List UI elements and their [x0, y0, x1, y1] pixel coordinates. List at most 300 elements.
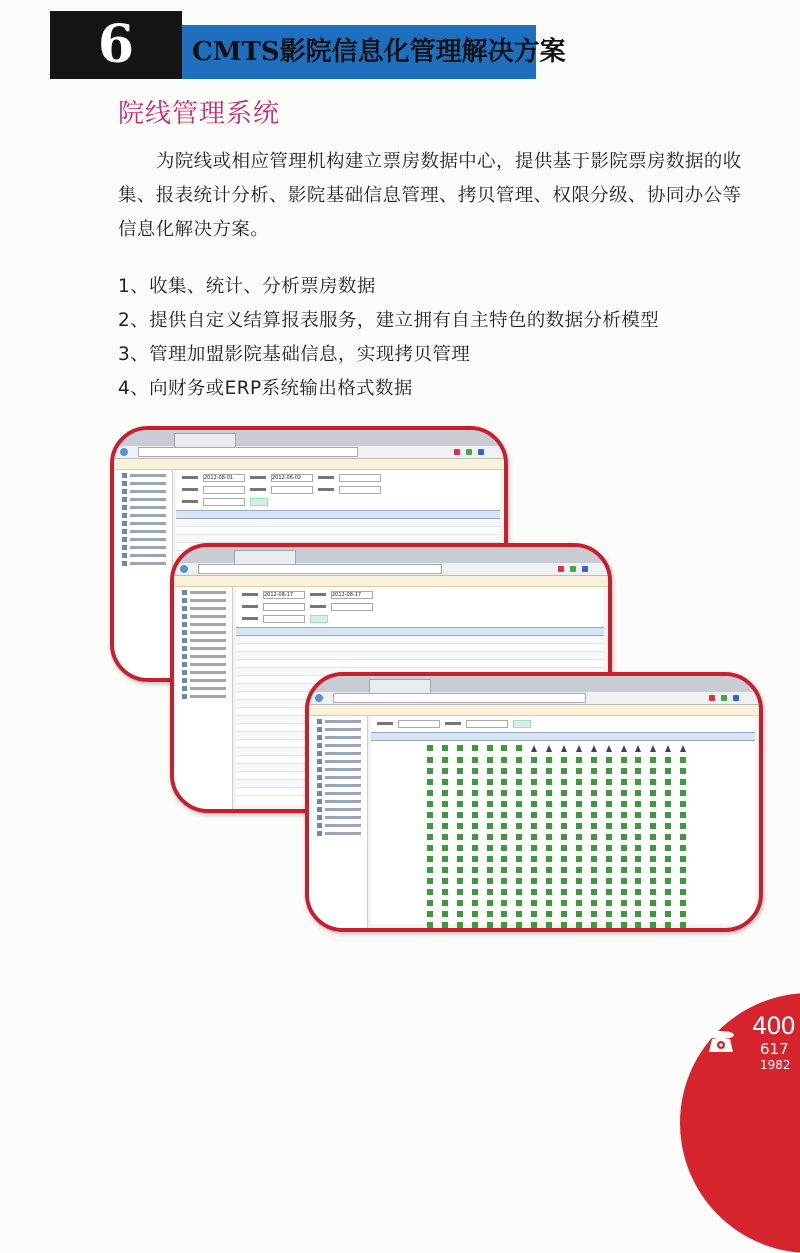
grid-cell	[427, 812, 433, 818]
grid-cell	[442, 911, 448, 917]
user-bar	[309, 705, 759, 716]
grid-cell	[561, 779, 567, 785]
grid-cell	[501, 745, 507, 751]
grid-cell	[680, 856, 686, 862]
grid-cell	[457, 900, 463, 906]
toolbar-icon	[478, 449, 484, 455]
grid-cell	[472, 911, 478, 917]
grid-cell	[665, 812, 671, 818]
grid-cell	[516, 823, 522, 829]
browser-tab-bar	[309, 676, 759, 692]
grid-cell	[680, 878, 686, 884]
grid-cell	[576, 812, 582, 818]
grid-cell	[442, 834, 448, 840]
grid-cell	[635, 757, 641, 763]
feature-list	[118, 270, 659, 406]
toolbar-icon	[454, 449, 460, 455]
intro-paragraph: 为院线或相应管理机构建立票房数据中心，提供基于影院票房数据的收集、报表统计分析、影院基础信息管理、拷贝管理、权限分级、协同办公等信息化解决方案。	[118, 151, 742, 240]
grid-cell	[546, 801, 552, 807]
grid-cell	[501, 867, 507, 873]
grid-cell	[665, 889, 671, 895]
grid-cell	[442, 757, 448, 763]
grid-cell	[427, 856, 433, 862]
grid-cell	[516, 900, 522, 906]
grid-cell	[501, 878, 507, 884]
grid-cell	[427, 922, 433, 928]
grid-cell	[546, 900, 552, 906]
grid-cell	[457, 867, 463, 873]
grid-cell	[635, 823, 641, 829]
grid-cell	[606, 745, 612, 752]
grid-cell	[442, 922, 448, 928]
grid-cell	[501, 823, 507, 829]
grid-cell	[427, 878, 433, 884]
browser-tab-bar	[114, 430, 504, 446]
grid-cell	[650, 801, 656, 807]
grid-cell	[621, 900, 627, 906]
grid-cell	[531, 779, 537, 785]
grid-cell	[680, 757, 686, 763]
grid-cell	[680, 823, 686, 829]
grid-cell	[650, 845, 656, 851]
grid-cell	[472, 856, 478, 862]
grid-cell	[680, 779, 686, 785]
grid-cell	[576, 845, 582, 851]
feature-item: 2、提供自定义结算报表服务，建立拥有自主特色的数据分析模型	[118, 310, 660, 331]
grid-cell	[635, 889, 641, 895]
grid-cell	[516, 922, 522, 928]
query-button	[310, 615, 328, 623]
grid-cell	[457, 757, 463, 763]
grid-cell	[621, 834, 627, 840]
grid-cell	[546, 790, 552, 796]
grid-cell	[427, 801, 433, 807]
grid-cell	[472, 757, 478, 763]
grid-cell	[606, 900, 612, 906]
grid-cell	[606, 834, 612, 840]
grid-cell	[576, 889, 582, 895]
grid-cell	[635, 790, 641, 796]
grid-cell	[531, 900, 537, 906]
grid-cell	[427, 768, 433, 774]
grid-cell	[576, 790, 582, 796]
hotline-line-3: 1982	[760, 1058, 791, 1072]
date-end-field: 2012-06-02	[271, 474, 313, 482]
grid-cell	[531, 878, 537, 884]
grid-cell	[665, 845, 671, 851]
grid-cell	[531, 856, 537, 862]
grid-cell	[546, 812, 552, 818]
grid-cell	[501, 790, 507, 796]
grid-cell	[427, 911, 433, 917]
chapter-number: 6	[97, 14, 135, 75]
grid-cell	[487, 812, 493, 818]
grid-cell	[576, 745, 582, 752]
grid-cell	[546, 823, 552, 829]
grid-cell	[516, 911, 522, 917]
user-bar	[114, 459, 504, 470]
grid-cell	[576, 801, 582, 807]
grid-cell	[427, 757, 433, 763]
grid-cell	[650, 911, 656, 917]
grid-cell	[606, 757, 612, 763]
grid-cell	[606, 922, 612, 928]
grid-cell	[650, 889, 656, 895]
grid-cell	[501, 845, 507, 851]
grid-cell	[680, 845, 686, 851]
grid-cell	[680, 911, 686, 917]
feature-item: 1、收集、统计、分析票房数据	[118, 276, 376, 297]
grid-cell	[561, 878, 567, 884]
grid-cell	[680, 790, 686, 796]
grid-cell	[635, 900, 641, 906]
grid-cell	[680, 922, 686, 928]
grid-cell	[472, 745, 478, 751]
grid-cell	[472, 768, 478, 774]
grid-cell	[561, 900, 567, 906]
grid-cell	[546, 889, 552, 895]
grid-cell	[457, 878, 463, 884]
grid-cell	[635, 911, 641, 917]
grid-cell	[457, 812, 463, 818]
grid-cell	[442, 845, 448, 851]
grid-cell	[531, 867, 537, 873]
date-end-field: 2012-08-17	[331, 591, 373, 599]
grid-cell	[576, 834, 582, 840]
grid-cell	[665, 834, 671, 840]
grid-cell	[561, 889, 567, 895]
grid-cell	[442, 801, 448, 807]
grid-cell	[561, 834, 567, 840]
grid-cell	[457, 801, 463, 807]
grid-cell	[665, 900, 671, 906]
screening-grid	[427, 745, 695, 932]
grid-cell	[680, 889, 686, 895]
grid-cell	[665, 779, 671, 785]
grid-cell	[621, 779, 627, 785]
grid-cell	[606, 768, 612, 774]
grid-cell	[487, 845, 493, 851]
grid-cell	[606, 801, 612, 807]
grid-cell	[635, 768, 641, 774]
grid-cell	[516, 779, 522, 785]
grid-cell	[457, 779, 463, 785]
grid-cell	[457, 922, 463, 928]
back-icon	[315, 694, 323, 702]
grid-cell	[546, 856, 552, 862]
url-field	[333, 693, 586, 703]
grid-cell	[427, 889, 433, 895]
toolbar-icon	[733, 695, 739, 701]
grid-cell	[635, 834, 641, 840]
grid-cell	[591, 834, 597, 840]
grid-cell	[442, 768, 448, 774]
grid-cell	[621, 845, 627, 851]
grid-cell	[621, 745, 627, 752]
grid-cell	[635, 867, 641, 873]
grid-cell	[516, 889, 522, 895]
grid-cell	[516, 757, 522, 763]
grid-cell	[591, 812, 597, 818]
grid-cell	[606, 845, 612, 851]
query-button	[250, 498, 268, 506]
grid-cell	[621, 757, 627, 763]
grid-cell	[561, 745, 567, 752]
grid-cell	[650, 878, 656, 884]
toolbar-icon	[466, 449, 472, 455]
grid-cell	[516, 801, 522, 807]
grid-cell	[621, 922, 627, 928]
grid-cell	[487, 911, 493, 917]
grid-cell	[576, 779, 582, 785]
grid-cell	[531, 745, 537, 752]
grid-cell	[576, 922, 582, 928]
grid-cell	[501, 779, 507, 785]
grid-cell	[531, 757, 537, 763]
browser-url-bar	[174, 563, 608, 576]
grid-cell	[442, 900, 448, 906]
grid-cell	[650, 922, 656, 928]
grid-cell	[501, 889, 507, 895]
grid-cell	[606, 812, 612, 818]
user-bar	[174, 576, 608, 587]
grid-cell	[546, 878, 552, 884]
grid-cell	[591, 779, 597, 785]
sidebar-menu	[309, 716, 368, 928]
browser-tab-bar	[174, 547, 608, 563]
sidebar-menu	[114, 470, 173, 678]
grid-cell	[427, 900, 433, 906]
grid-cell	[516, 878, 522, 884]
grid-cell	[561, 801, 567, 807]
grid-cell	[591, 745, 597, 752]
grid-cell	[576, 878, 582, 884]
grid-cell	[516, 856, 522, 862]
grid-cell	[621, 801, 627, 807]
grid-cell	[531, 801, 537, 807]
grid-cell	[501, 911, 507, 917]
grid-cell	[472, 790, 478, 796]
toolbar-icon	[582, 566, 588, 572]
grid-cell	[531, 834, 537, 840]
grid-cell	[650, 823, 656, 829]
grid-cell	[650, 779, 656, 785]
url-field	[198, 564, 442, 574]
browser-url-bar	[309, 692, 759, 705]
grid-cell	[442, 779, 448, 785]
grid-cell	[546, 757, 552, 763]
grid-cell	[576, 757, 582, 763]
grid-cell	[516, 812, 522, 818]
grid-cell	[546, 867, 552, 873]
grid-cell	[680, 834, 686, 840]
grid-cell	[427, 823, 433, 829]
grid-cell	[606, 856, 612, 862]
grid-cell	[665, 768, 671, 774]
grid-cell	[621, 878, 627, 884]
grid-cell	[442, 867, 448, 873]
browser-url-bar	[114, 446, 504, 459]
grid-cell	[472, 867, 478, 873]
grid-panel	[371, 716, 755, 924]
grid-cell	[487, 745, 493, 751]
grid-cell	[650, 834, 656, 840]
grid-cell	[442, 745, 448, 751]
grid-cell	[635, 745, 641, 752]
grid-cell	[546, 911, 552, 917]
section-title: 院线管理系统	[118, 99, 281, 129]
grid-cell	[457, 768, 463, 774]
grid-cell	[621, 768, 627, 774]
grid-cell	[680, 867, 686, 873]
grid-cell	[621, 867, 627, 873]
grid-cell	[650, 812, 656, 818]
hotline-line-2: 617	[760, 1040, 789, 1058]
grid-cell	[516, 845, 522, 851]
grid-cell	[501, 812, 507, 818]
grid-cell	[561, 823, 567, 829]
query-button	[513, 720, 531, 728]
grid-cell	[650, 745, 656, 752]
screenshot-screening-grid	[305, 672, 763, 932]
grid-cell	[665, 867, 671, 873]
grid-cell	[546, 834, 552, 840]
grid-cell	[665, 856, 671, 862]
toolbar-icon	[558, 566, 564, 572]
grid-cell	[665, 801, 671, 807]
grid-cell	[516, 834, 522, 840]
feature-item: 4、向财务或ERP系统输出格式数据	[118, 378, 413, 399]
grid-cell	[561, 757, 567, 763]
grid-cell	[665, 790, 671, 796]
grid-cell	[621, 911, 627, 917]
grid-cell	[501, 834, 507, 840]
grid-cell	[635, 878, 641, 884]
grid-cell	[516, 745, 522, 751]
back-icon	[120, 448, 128, 456]
grid-cell	[442, 878, 448, 884]
grid-cell	[487, 790, 493, 796]
grid-cell	[472, 889, 478, 895]
grid-cell	[531, 790, 537, 796]
grid-cell	[546, 745, 552, 752]
grid-cell	[680, 801, 686, 807]
grid-cell	[576, 867, 582, 873]
grid-cell	[487, 768, 493, 774]
date-start-field: 2012-08-01	[203, 474, 245, 482]
grid-cell	[650, 867, 656, 873]
toolbar-icon	[570, 566, 576, 572]
grid-cell	[457, 856, 463, 862]
grid-cell	[457, 834, 463, 840]
grid-cell	[546, 922, 552, 928]
grid-cell	[606, 878, 612, 884]
grid-cell	[427, 834, 433, 840]
chapter-title: CMTS影院信息化管理解决方案	[192, 37, 566, 67]
grid-cell	[472, 878, 478, 884]
grid-cell	[472, 845, 478, 851]
grid-cell	[531, 845, 537, 851]
grid-cell	[606, 889, 612, 895]
grid-cell	[501, 768, 507, 774]
grid-cell	[576, 900, 582, 906]
grid-cell	[591, 845, 597, 851]
grid-cell	[472, 779, 478, 785]
grid-cell	[635, 801, 641, 807]
grid-cell	[650, 900, 656, 906]
grid-cell	[591, 790, 597, 796]
url-field	[138, 447, 358, 457]
grid-cell	[487, 889, 493, 895]
grid-cell	[501, 757, 507, 763]
grid-cell	[457, 790, 463, 796]
chapter-header	[50, 11, 566, 79]
hotline-line-1: 400	[752, 1012, 795, 1040]
grid-cell	[650, 856, 656, 862]
grid-cell	[591, 878, 597, 884]
grid-cell	[561, 790, 567, 796]
grid-cell	[621, 823, 627, 829]
grid-cell	[501, 801, 507, 807]
grid-cell	[487, 779, 493, 785]
grid-cell	[621, 790, 627, 796]
grid-cell	[472, 801, 478, 807]
grid-cell	[531, 889, 537, 895]
grid-cell	[635, 812, 641, 818]
grid-cell	[546, 845, 552, 851]
grid-cell	[591, 911, 597, 917]
grid-cell	[501, 856, 507, 862]
grid-cell	[472, 900, 478, 906]
grid-cell	[591, 757, 597, 763]
grid-cell	[531, 812, 537, 818]
grid-cell	[621, 889, 627, 895]
grid-cell	[680, 745, 686, 752]
toolbar-icon	[709, 695, 715, 701]
chapter-title-box	[182, 25, 566, 79]
grid-cell	[591, 900, 597, 906]
grid-cell	[650, 757, 656, 763]
grid-cell	[442, 812, 448, 818]
grid-cell	[442, 889, 448, 895]
grid-cell	[561, 856, 567, 862]
grid-cell	[457, 911, 463, 917]
grid-cell	[576, 768, 582, 774]
grid-cell	[487, 867, 493, 873]
grid-cell	[680, 768, 686, 774]
grid-cell	[531, 922, 537, 928]
grid-cell	[442, 856, 448, 862]
grid-cell	[680, 812, 686, 818]
grid-cell	[531, 823, 537, 829]
grid-cell	[501, 922, 507, 928]
grid-cell	[427, 845, 433, 851]
grid-cell	[546, 779, 552, 785]
date-start-field: 2012-08-17	[263, 591, 305, 599]
back-icon	[180, 565, 188, 573]
grid-cell	[501, 900, 507, 906]
grid-cell	[606, 790, 612, 796]
sidebar-menu	[174, 587, 233, 809]
grid-cell	[561, 911, 567, 917]
grid-cell	[546, 768, 552, 774]
grid-cell	[606, 911, 612, 917]
grid-cell	[516, 768, 522, 774]
grid-cell	[487, 878, 493, 884]
grid-cell	[487, 900, 493, 906]
grid-cell	[457, 823, 463, 829]
grid-cell	[635, 856, 641, 862]
